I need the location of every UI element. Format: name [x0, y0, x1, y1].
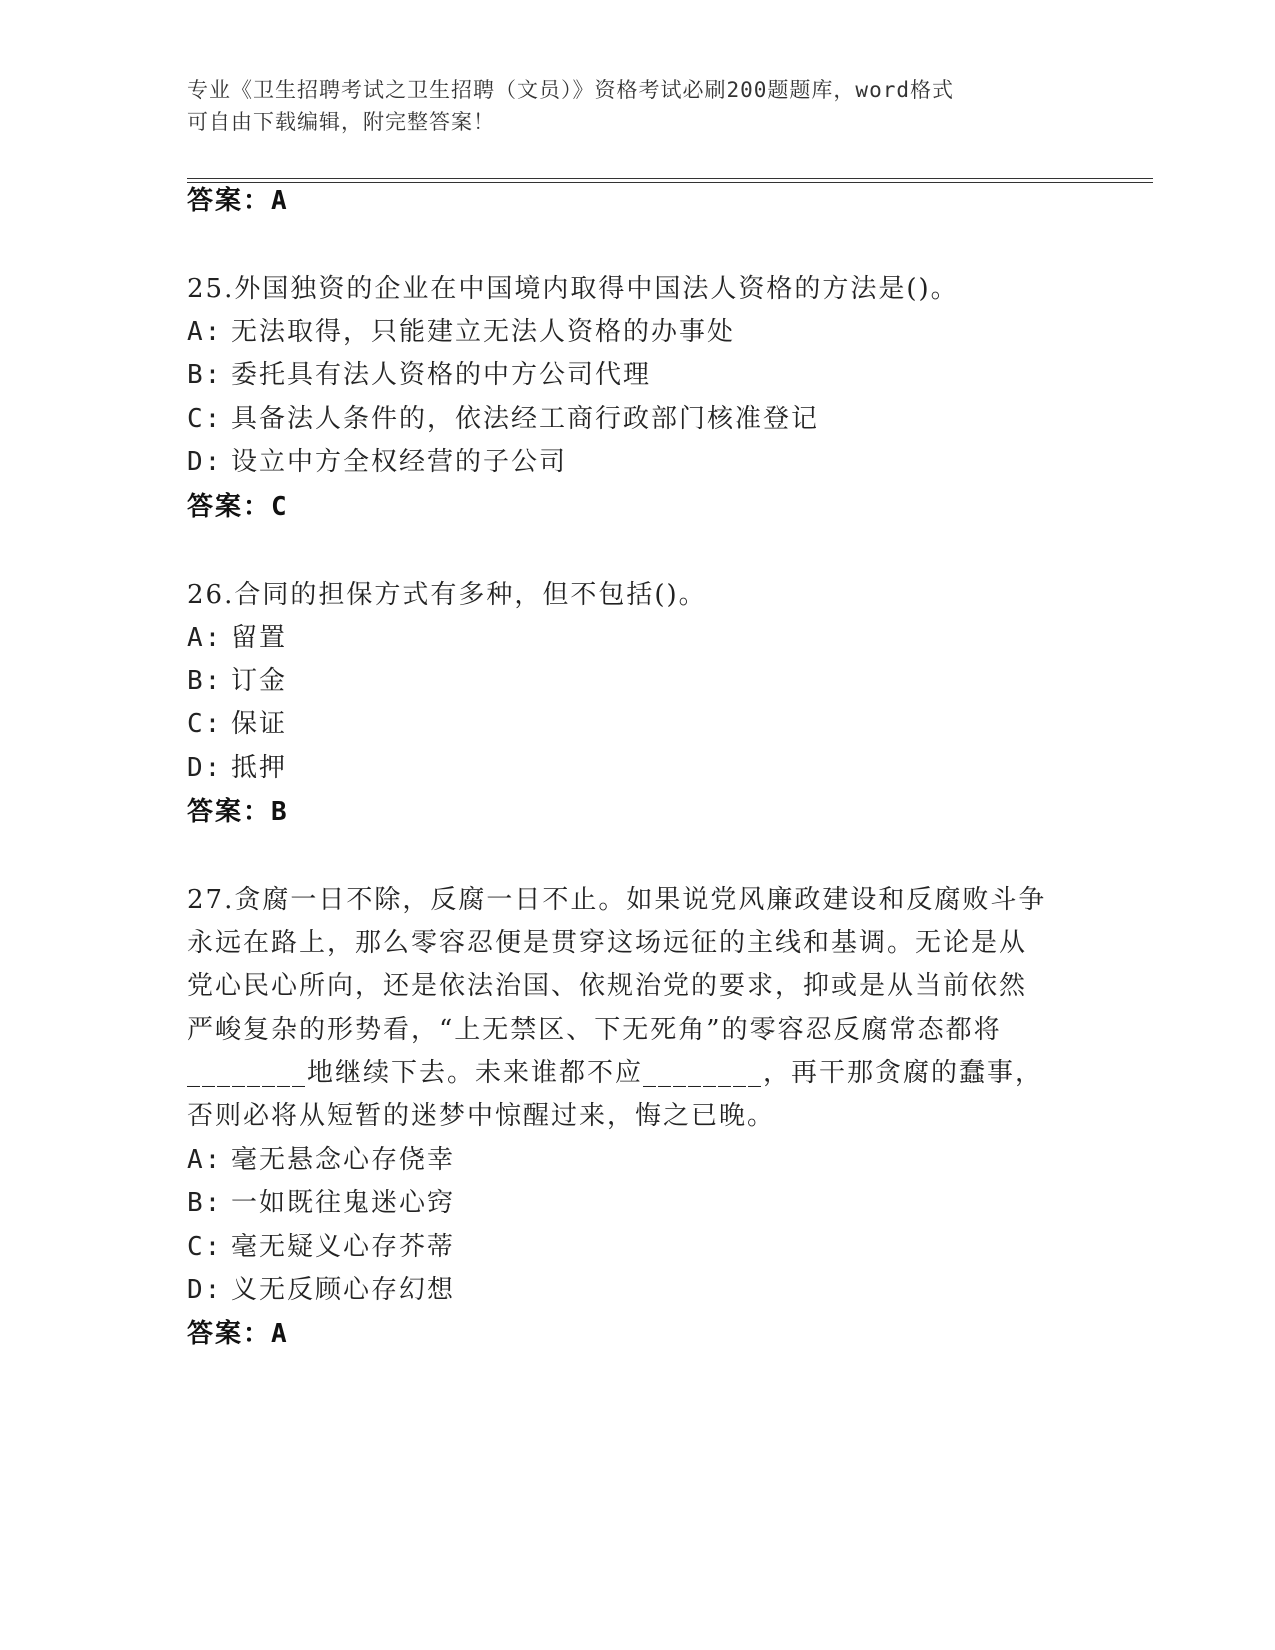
- question-27-option-a: [187, 1138, 1087, 1183]
- option-key: C:: [187, 1232, 223, 1262]
- option-text: 委托具有法人资格的中方公司代理: [231, 360, 652, 390]
- option-text: 保证: [231, 709, 288, 739]
- question-27-stem-line-5: ________地继续下去。未来谁都不应________，再干那贪腐的蠢事，: [187, 1058, 1044, 1088]
- question-25-answer: [187, 490, 287, 524]
- option-key: A:: [187, 317, 223, 347]
- option-key: B:: [187, 666, 223, 696]
- header-line-1: 专业《卫生招聘考试之卫生招聘（文员）》资格考试必刷200题题库，word格式: [187, 78, 954, 102]
- option-key: A:: [187, 1145, 223, 1175]
- option-text: 义无反顾心存幻想: [231, 1275, 456, 1305]
- option-key: C:: [187, 709, 223, 739]
- question-27-answer: [187, 1317, 287, 1351]
- question-27-option-b: [187, 1181, 1087, 1226]
- question-26-stem: 26.合同的担保方式有多种，但不包括()。: [187, 580, 707, 610]
- document-header: [187, 74, 1087, 138]
- answer-label: 答案：: [187, 186, 272, 216]
- answer-value: A: [271, 186, 287, 216]
- question-27-stem-line-3: 党心民心所向，还是依法治国、依规治党的要求，抑或是从当前依然: [187, 971, 1028, 1001]
- question-26-answer: [187, 795, 287, 829]
- answer-prev: [187, 184, 287, 218]
- question-27-stem-line-2: 永远在路上，那么零容忍便是贯穿这场远征的主线和基调。无论是从: [187, 928, 1028, 958]
- option-key: B:: [187, 360, 223, 390]
- question-26-option-a: [187, 616, 1087, 661]
- option-text: 抵押: [231, 753, 288, 783]
- question-25-option-b: [187, 353, 1087, 398]
- option-text: 一如既往鬼迷心窍: [231, 1188, 456, 1218]
- question-25-stem: 25.外国独资的企业在中国境内取得中国法人资格的方法是()。: [187, 274, 959, 304]
- answer-label: 答案：: [187, 797, 272, 827]
- header-line-2: 可自由下载编辑，附完整答案！: [187, 110, 495, 134]
- question-27-stem-line-1: 27.贪腐一日不除，反腐一日不止。如果说党风廉政建设和反腐败斗争: [187, 885, 1047, 915]
- option-key: B:: [187, 1188, 223, 1218]
- question-27-option-d: [187, 1268, 1087, 1313]
- option-key: D:: [187, 1275, 223, 1305]
- question-25-option-c: [187, 397, 1087, 442]
- answer-value: A: [271, 1319, 287, 1349]
- question-25-option-d: [187, 440, 1087, 485]
- question-26-option-b: [187, 659, 1087, 704]
- question-25-option-a: [187, 310, 1087, 355]
- header-rule-top: [187, 178, 1153, 179]
- answer-label: 答案：: [187, 1319, 272, 1349]
- option-text: 设立中方全权经营的子公司: [231, 447, 568, 477]
- option-text: 留置: [231, 623, 288, 653]
- option-text: 毫无疑义心存芥蒂: [231, 1232, 456, 1262]
- answer-value: C: [271, 492, 287, 522]
- option-text: 无法取得，只能建立无法人资格的办事处: [231, 317, 736, 347]
- option-key: C:: [187, 404, 223, 434]
- option-key: A:: [187, 623, 223, 653]
- option-text: 具备法人条件的，依法经工商行政部门核准登记: [231, 404, 820, 434]
- header-rule-bottom: [187, 182, 1153, 183]
- question-27-stem-line-6: 否则必将从短暂的迷梦中惊醒过来，悔之已晚。: [187, 1101, 776, 1131]
- question-26-option-d: [187, 746, 1087, 791]
- answer-label: 答案：: [187, 492, 272, 522]
- question-27-stem-line-4: 严峻复杂的形势看，“上无禁区、下无死角”的零容忍反腐常态都将: [187, 1015, 1002, 1045]
- answer-value: B: [271, 797, 287, 827]
- option-key: D:: [187, 753, 223, 783]
- question-27-option-c: [187, 1225, 1087, 1270]
- option-key: D:: [187, 447, 223, 477]
- option-text: 毫无悬念心存侥幸: [231, 1145, 456, 1175]
- question-26-option-c: [187, 702, 1087, 747]
- option-text: 订金: [231, 666, 288, 696]
